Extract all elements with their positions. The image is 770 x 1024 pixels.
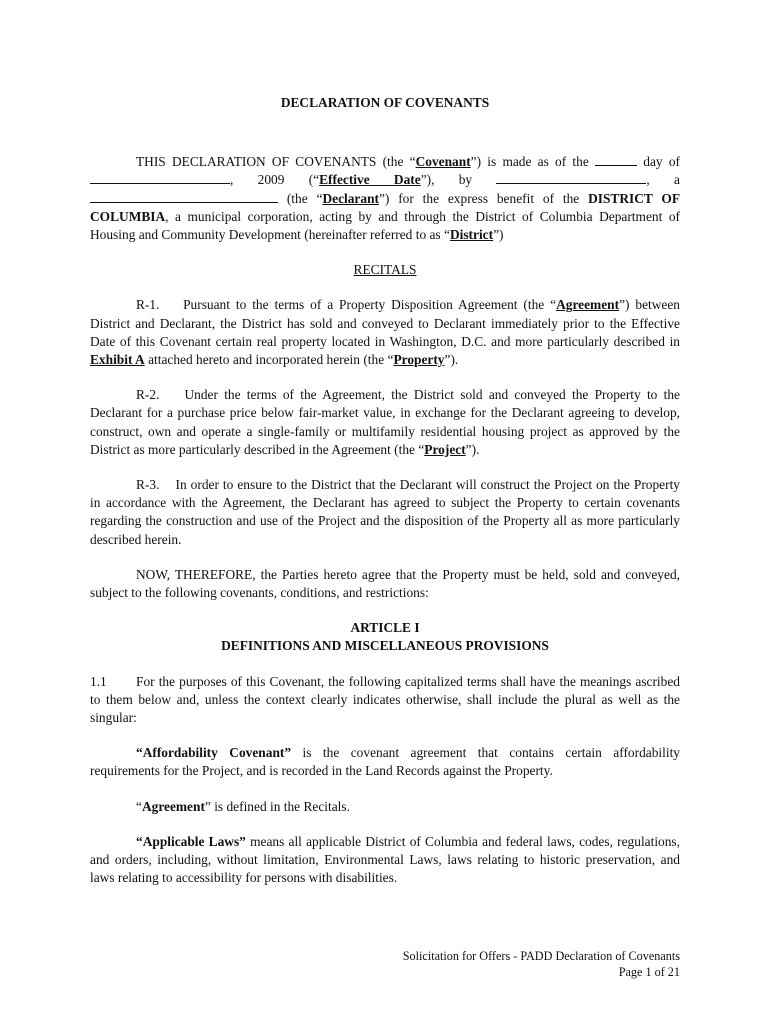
recital-text: ”). [465,441,480,457]
recital-text: R-2. Under the terms of the Agreement, the District sold and conveyed the Property to the Declarant for a purchase price below fair-market value, in exchange for the Declarant agreeing to develop, construct, own and operate a single-family or multifamily residential housing project as approved by the District as more particularly described in the Agreement (the “ [90,387,680,457]
definition-text: means all applicable District of Columbia and federal laws, codes, regulations, and orders, including, without limitation, Environmental Laws, laws relating to historic preservation, and laws relating to accessibility for persons with disabilities. [90,833,680,886]
definition-applicable-laws [90,833,680,888]
footer-document-name: Solicitation for Offers - PADD Declaration of Covenants [402,949,680,963]
section-text: For the purposes of this Covenant, the following capitalized terms shall have the meanings ascribed to them below and, unless the context clearly indicates otherwise, shall include the plural as well as the singular: [90,673,680,726]
recital-r2 [90,386,680,459]
intro-text: ”) for the express benefit of the [378,190,580,206]
document-title: DECLARATION OF COVENANTS [280,95,490,110]
recital-text: attached hereto and incorporated herein (the “ [148,352,394,368]
term-agreement: Agreement [556,297,620,313]
term-declarant: Declarant [322,190,379,206]
intro-text: , 2009 (“ [230,172,320,188]
article-title: DEFINITIONS AND MISCELLANEOUS PROVISIONS [221,638,549,654]
definition-agreement: “Agreement” is defined in the Recitals. [136,798,350,814]
article-number: ARTICLE I [350,620,420,636]
document-body [90,94,680,888]
definition-affordability-covenant [90,744,680,780]
district-name: COLUMBIA [90,208,166,224]
intro-text: ”), by [420,172,473,188]
page-footer [280,948,680,980]
recital-text: ”). [444,352,459,368]
term-covenant: Covenant [415,154,471,170]
definition-term: “Affordability Covenant” [136,745,292,761]
intro-text: , a municipal corporation, acting by and through the District of Columbia Department of Housing and Community Development (hereinafter referred to as “ [90,208,680,243]
definition-term: “Applicable Laws” [136,833,246,849]
intro-text: ”) [493,227,504,243]
footer-page-number: Page 1 of 21 [618,965,680,979]
blank-line[interactable] [496,171,646,184]
now-therefore-paragraph: NOW, THEREFORE, the Parties hereto agree that the Property must be held, sold and conveyed, subject to the following covenants, conditions, and restrictions: [90,566,680,601]
district-name: DISTRICT OF [588,190,681,206]
term-effective-date: Effective Date [319,172,421,188]
intro-text: (the “ [286,190,323,206]
intro-text: day of [643,154,680,170]
recitals-heading: RECITALS [353,262,417,278]
recital-text: ”) between District and Declarant, the District has sold and conveyed to Declarant immediately prior to the Effective Date of this Covenant certain real property located in Washington, D.C. and more particularly described in [90,297,680,349]
intro-paragraph [90,153,680,244]
definition-text: ” is defined in the Recitals. [204,798,350,814]
blank-line[interactable] [90,190,278,203]
definition-text: is the covenant agreement that contains certain affordability requirements for the Project, and is recorded in the Land Records against the Property. [90,745,680,779]
blank-line[interactable] [90,171,230,184]
blank-line[interactable] [595,153,637,166]
recital-r1 [90,296,680,369]
intro-text: THIS DECLARATION OF COVENANTS (the “ [136,154,416,170]
intro-text: , a [646,172,680,188]
section-number: 1.1 [90,673,107,689]
term-project: Project [424,441,466,457]
term-district: District [449,227,494,243]
definition-term: Agreement [141,798,205,814]
section-1-1 [90,673,680,728]
recital-r3: R-3. In order to ensure to the District that the Declarant will construct the Project on the Property in accordance with the Agreement, the Declarant has agreed to subject the Property to certain covenants regarding the construction and use of the Project and the disposition of the Property all as more particularly described herein. [90,477,680,547]
intro-text: ”) is made as of the [470,154,589,170]
term-property: Property [393,352,445,368]
exhibit-reference: Exhibit A [90,352,145,368]
recital-text: R-1. Pursuant to the terms of a Property Disposition Agreement (the “ [136,297,557,313]
